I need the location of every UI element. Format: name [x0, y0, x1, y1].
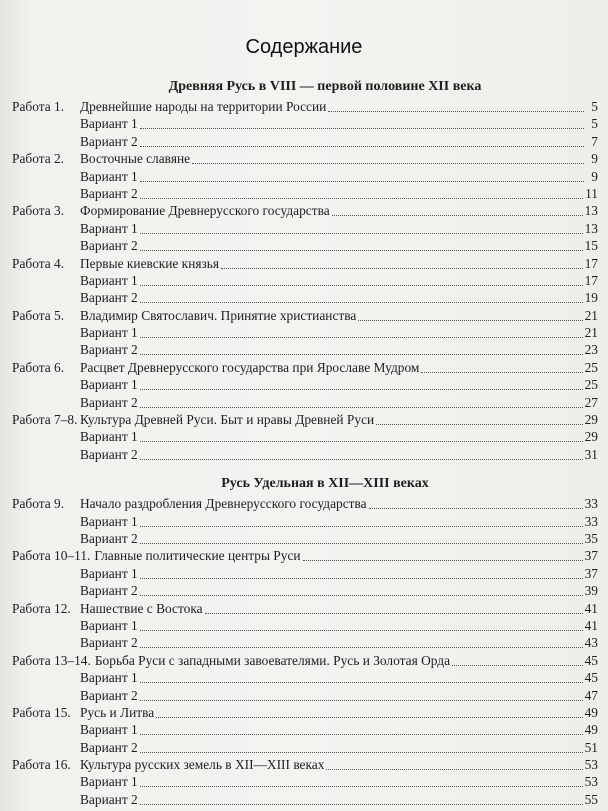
dot-leader: [140, 169, 584, 182]
work-title: Первые киевские князья: [80, 255, 220, 271]
page-number: 25: [584, 359, 598, 375]
toc-entry[interactable]: [12, 652, 598, 669]
toc-variant[interactable]: [12, 739, 598, 756]
variant-title: Вариант 2: [80, 791, 138, 807]
section-heading: Древняя Русь в VIII — первой половине XII века: [168, 79, 482, 94]
dot-leader: [369, 496, 583, 509]
dot-leader: [332, 203, 583, 216]
toc-entry[interactable]: [12, 600, 598, 617]
page-number: 47: [584, 687, 598, 703]
page-title: Содержание: [245, 36, 363, 58]
dot-leader: [140, 722, 583, 735]
toc-variant[interactable]: [12, 634, 598, 651]
variant-title: Вариант 2: [80, 739, 138, 755]
dot-leader: [140, 395, 583, 408]
page-number: 29: [584, 412, 598, 428]
page-number: 5: [591, 99, 598, 114]
page-number: 27: [584, 394, 598, 410]
dot-leader: [221, 256, 583, 269]
toc-variant[interactable]: [12, 185, 598, 202]
dot-leader: [156, 705, 582, 718]
variant-title: Вариант 1: [80, 168, 138, 184]
dot-leader: [421, 360, 582, 373]
work-number: Работа 4.: [12, 255, 65, 271]
toc-variant[interactable]: [12, 617, 598, 634]
toc-variant[interactable]: [12, 133, 598, 150]
dot-leader: [140, 429, 583, 442]
work-title: Владимир Святославич. Принятие христианства: [80, 307, 357, 323]
variant-title: Вариант 1: [80, 617, 138, 633]
dot-leader: [376, 412, 582, 425]
page-number: 17: [584, 255, 598, 271]
work-number: Работа 1.: [12, 99, 65, 114]
variant-title: Вариант 1: [80, 722, 138, 738]
dot-leader: [205, 601, 583, 614]
variant-title: Вариант 1: [80, 429, 138, 445]
work-number: Работа 9.: [12, 496, 65, 512]
page-number: 11: [585, 185, 598, 201]
page-number: 33: [584, 513, 598, 529]
variant-title: Вариант 2: [80, 342, 138, 358]
variant-title: Вариант 1: [80, 116, 138, 132]
work-number: Работа 7–8.: [12, 412, 78, 428]
toc-entry[interactable]: [12, 202, 598, 219]
dot-leader: [140, 635, 583, 648]
dot-leader: [140, 447, 583, 460]
variant-title: Вариант 2: [80, 133, 138, 149]
page-number: 41: [584, 617, 598, 633]
dot-leader: [140, 792, 583, 805]
dot-leader: [140, 514, 583, 527]
dot-leader: [192, 151, 584, 164]
page-number: 23: [584, 342, 598, 358]
toc-variant[interactable]: [12, 530, 598, 547]
page-number: 51: [584, 739, 598, 755]
toc-variant[interactable]: [12, 773, 598, 790]
work-number: Работа 15.: [12, 704, 71, 720]
work-number: Работа 5.: [12, 307, 65, 323]
work-title: Борьба Руси с западными завоевателями. Русь и Золотая Орда: [94, 652, 451, 668]
work-number: Работа 2.: [12, 151, 65, 167]
work-number: Работа 12.: [12, 600, 71, 616]
page-number: 15: [584, 238, 598, 254]
variant-title: Вариант 1: [80, 377, 138, 393]
page-number: 21: [584, 325, 598, 341]
toc-variant[interactable]: [12, 289, 598, 306]
page-number: 43: [584, 635, 598, 651]
toc-variant[interactable]: [12, 669, 598, 686]
page-number: 49: [584, 722, 598, 738]
page-number: 5: [591, 116, 598, 132]
toc-variant[interactable]: [12, 237, 598, 254]
toc-variant[interactable]: [12, 513, 598, 530]
variant-title: Вариант 1: [80, 220, 138, 236]
page-number: 53: [584, 757, 598, 773]
work-title: Культура Древней Руси. Быт и нравы Древней Руси: [80, 412, 375, 428]
page-number: 7: [591, 133, 598, 149]
work-title: Русь и Литва: [80, 704, 155, 720]
variant-title: Вариант 2: [80, 185, 138, 201]
variant-title: Вариант 2: [80, 290, 138, 306]
work-title: Главные политические центры Руси: [94, 548, 301, 564]
page-number: 37: [584, 548, 598, 564]
toc-entry[interactable]: [12, 307, 598, 324]
dot-leader: [140, 774, 583, 787]
dot-leader: [140, 583, 583, 596]
page-number: 39: [584, 583, 598, 599]
toc-variant[interactable]: [12, 428, 598, 445]
dot-leader: [140, 688, 583, 701]
dot-leader: [140, 273, 583, 286]
work-number: Работа 6.: [12, 359, 65, 375]
work-title: Культура русских земель в XII—XIII веках: [80, 757, 325, 773]
variant-title: Вариант 1: [80, 565, 138, 581]
toc-entry[interactable]: [12, 411, 598, 428]
toc-entry[interactable]: [12, 255, 598, 272]
dot-leader: [358, 308, 582, 321]
variant-title: Вариант 1: [80, 774, 138, 790]
toc-variant[interactable]: [12, 565, 598, 582]
toc-variant[interactable]: [12, 446, 598, 463]
page-number: 29: [584, 429, 598, 445]
variant-title: Вариант 1: [80, 272, 138, 288]
variant-title: Вариант 2: [80, 687, 138, 703]
dot-leader: [140, 377, 583, 390]
work-title: Нашествие с Востока: [80, 600, 203, 616]
page-number: 55: [584, 791, 598, 807]
toc-entry[interactable]: [12, 756, 598, 773]
dot-leader: [140, 116, 584, 129]
toc-variant[interactable]: [12, 341, 598, 358]
work-number: Работа 16.: [12, 757, 71, 773]
toc-variant[interactable]: [12, 376, 598, 393]
variant-title: Вариант 1: [80, 325, 138, 341]
work-number: Работа 10–11.: [12, 548, 91, 564]
work-title: Восточные славяне: [80, 151, 191, 167]
dot-leader: [140, 134, 584, 147]
dot-leader: [140, 740, 583, 753]
section-heading: Русь Удельная в XII—XIII веках: [221, 476, 429, 492]
page-number: 31: [584, 446, 598, 462]
page-number: 33: [584, 496, 598, 512]
page-number: 53: [584, 774, 598, 790]
page-number: 17: [584, 272, 598, 288]
page-number: 13: [584, 220, 598, 236]
variant-title: Вариант 2: [80, 446, 138, 462]
toc-entry[interactable]: [12, 150, 598, 167]
page-number: 13: [584, 203, 598, 219]
toc-entry[interactable]: [12, 495, 598, 512]
dot-leader: [140, 670, 583, 683]
variant-title: Вариант 2: [80, 394, 138, 410]
toc-variant[interactable]: [12, 687, 598, 704]
variant-title: Вариант 1: [80, 670, 138, 686]
variant-title: Вариант 2: [80, 583, 138, 599]
dot-leader: [328, 99, 584, 112]
page-number: 49: [584, 704, 598, 720]
page-number: 9: [591, 168, 598, 184]
variant-title: Вариант 2: [80, 530, 138, 546]
work-title: Расцвет Древнерусского государства при Ярославе Мудром: [80, 359, 420, 375]
toc-entry[interactable]: [12, 547, 598, 564]
page-number: 45: [584, 652, 598, 668]
variant-title: Вариант 1: [80, 513, 138, 529]
variant-title: Вариант 2: [80, 238, 138, 254]
work-number: Работа 3.: [12, 203, 65, 219]
toc-entry[interactable]: [12, 98, 598, 115]
page-number: 45: [584, 670, 598, 686]
page-number: 35: [584, 530, 598, 546]
toc-entry[interactable]: [12, 704, 598, 721]
dot-leader: [326, 757, 582, 770]
dot-leader: [452, 653, 583, 666]
toc-variant[interactable]: [12, 115, 598, 132]
toc-variant[interactable]: [12, 582, 598, 599]
toc-variant[interactable]: [12, 394, 598, 411]
work-title: Формирование Древнерусского государства: [80, 203, 330, 219]
dot-leader: [140, 618, 583, 631]
dot-leader: [303, 548, 583, 561]
page-number: 41: [584, 600, 598, 616]
page-number: 37: [584, 565, 598, 581]
dot-leader: [140, 325, 583, 338]
dot-leader: [140, 566, 583, 579]
page-number: 25: [584, 377, 598, 393]
dot-leader: [140, 221, 583, 234]
toc-variant[interactable]: [12, 220, 598, 237]
toc-entry[interactable]: [12, 359, 598, 376]
toc-variant[interactable]: [12, 168, 598, 185]
work-title: Древнейшие народы на территории России: [80, 99, 327, 114]
dot-leader: [140, 531, 583, 544]
toc-variant[interactable]: [12, 324, 598, 341]
toc-variant[interactable]: [12, 721, 598, 738]
page-number: 19: [584, 290, 598, 306]
page-number: 9: [591, 151, 598, 167]
toc-variant[interactable]: [12, 791, 598, 808]
work-number: Работа 13–14.: [12, 652, 91, 668]
toc-variant[interactable]: [12, 272, 598, 289]
work-title: Начало раздробления Древнерусского государства: [80, 496, 367, 512]
dot-leader: [140, 342, 583, 355]
page-number: 21: [584, 307, 598, 323]
dot-leader: [140, 290, 583, 303]
table-of-contents: [12, 76, 598, 808]
variant-title: Вариант 2: [80, 635, 138, 651]
dot-leader: [140, 186, 583, 199]
dot-leader: [140, 238, 583, 251]
